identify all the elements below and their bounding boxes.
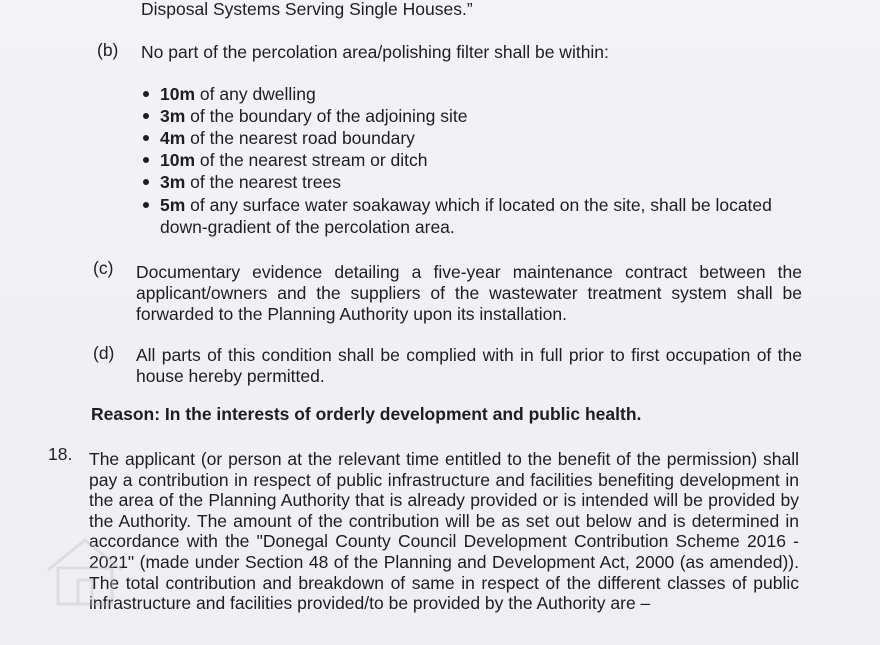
distance-value: 3m: [160, 106, 186, 126]
distance-value: 10m: [160, 84, 196, 104]
bullet-icon: [143, 179, 149, 185]
distance-text: of the boundary of the adjoining site: [190, 106, 468, 126]
item-c-label: (c): [93, 258, 114, 278]
distance-text: of the nearest stream or ditch: [199, 150, 428, 170]
distance-value: 5m: [160, 195, 186, 215]
list-item-continuation: down-gradient of the percolation area.: [160, 217, 455, 237]
bullet-icon: [143, 91, 149, 97]
item-18-number: 18.: [48, 444, 73, 464]
bullet-icon: [143, 157, 149, 163]
reason-heading: Reason: In the interests of orderly development and public health.: [91, 404, 642, 424]
distance-text: of the nearest trees: [190, 172, 341, 192]
top-line: Disposal Systems Serving Single Houses.”: [141, 0, 473, 19]
distance-text: of any dwelling: [199, 84, 316, 104]
bullet-icon: [143, 202, 149, 208]
distance-value: 4m: [160, 128, 186, 148]
bullet-icon: [143, 135, 149, 141]
item-c-text: Documentary evidence detailing a five-year maintenance contract between the applicant/owners and the suppliers of the wastewater treatment system shall be forwarded to the Planning Authority upon its installation.: [136, 262, 802, 324]
distance-value: 10m: [160, 150, 196, 170]
distance-text: of any surface water soakaway which if located on the site, shall be located: [190, 195, 772, 215]
watermark-house-icon: [40, 530, 130, 610]
bullet-icon: [143, 113, 149, 119]
distance-text: of the nearest road boundary: [190, 128, 415, 148]
item-18-text: The applicant (or person at the relevant time entitled to the benefit of the permission) shall pay a contribution in respect of public infrastructure and facilities benefiting development in the area of the Planning Authority that is already provided or is intended will be provided by the Authority. The amount of the contribution will be as set out below and is determined in accordance with the "Donegal County Council Development Contribution Scheme 2016 - 2021" (made under Section 48 of the Planning and Development Act, 2000 (as amended)). The total contribution and breakdown of same in respect of the different classes of public infrastructure and facilities provided/to be provided by the Authority are –: [89, 449, 799, 614]
item-b-text: No part of the percolation area/polishing filter shall be within:: [141, 42, 609, 62]
item-b-label: (b): [97, 40, 119, 60]
distance-value: 3m: [160, 172, 186, 192]
item-d-label: (d): [93, 343, 115, 363]
item-d-text: All parts of this condition shall be complied with in full prior to first occupation of the house hereby permitted.: [136, 345, 802, 386]
